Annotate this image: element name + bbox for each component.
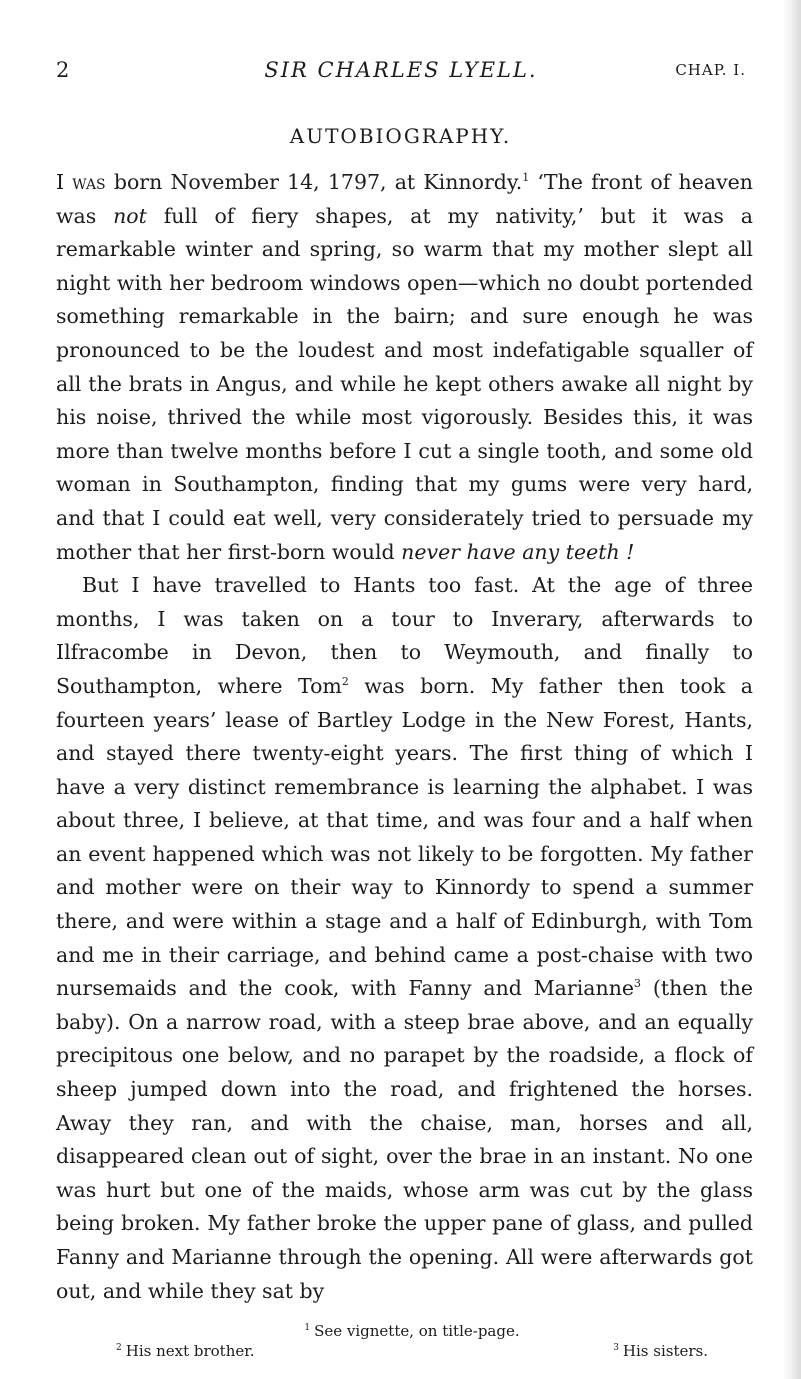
footnote-row [116,1341,708,1361]
footnote-ref-2: 2 [341,675,349,689]
paragraph-2-text-b: was born. My father then took a fourteen years’ lease of Bartley Lodge in the New Forest, Hants, and stayed there twenty-eight years. The first thing of which I have a very distinct remembrance is learning the alphabet. I was about three, I believe, at that time, and was four and a half when an event happened which was not likely to be forgotten. My father and mother were on their way to Kinnordy to spend a summer there, and were within a stage and a half of Edinburgh, with Tom and me in their carriage, and behind came a post-chaise with two nursemaids and the cook, with Fanny and Marianne [56,673,754,1001]
page-edge-shadow [783,0,801,1379]
footnote-1-text: See vignette, on title-page. [314,1322,520,1340]
running-title: SIR CHARLES LYELL. [264,58,538,82]
footnote-3-marker: 3 [613,1343,619,1353]
footnote-2 [116,1341,255,1361]
emphasis-not: not [113,203,147,228]
footnote-ref-3: 3 [634,977,642,991]
footnote-2-text: His next brother. [125,1342,255,1360]
footnote-3-text: His sisters. [622,1342,708,1360]
chapter-label: CHAP. I. [675,61,746,79]
footnote-ref-1: 1 [522,171,530,185]
body-text [56,166,753,1308]
running-header [56,58,746,84]
paragraph-2-text-a: But I have travelled to Hants too fast. At the age of three months, I was taken on a tour to Inverary, afterwards to Ilfracombe in Devon, then to Weymouth, and finally to Southampton, where Tom [56,573,753,698]
paragraph-1-text-c: full of fiery shapes, at my nativity,’ but it was a remarkable winter and spring, so warm that my mother slept all night with her bedroom windows open—which no doubt portended something remarkable in the bairn; and sure enough he was pronounced to be the loudest and most indefatigable squaller of all the brats in Angus, and while he kept others awake all night by his noise, thrived the while most vigorously. Besides this, it was more than twelve months before I cut a single tooth, and some old woman in Southampton, finding that my gums were very hard, and that I could eat well, very considerately tried to persuade my mother that her first-born would [56,203,753,564]
paragraph-1 [56,166,753,569]
footnote-2-marker: 2 [116,1343,122,1353]
footnote-1 [116,1321,708,1341]
paragraph-1-text-a: born November 14, 1797, at Kinnordy. [105,170,523,194]
opening-words: I was [56,170,106,194]
footnotes [116,1321,708,1361]
page-number: 2 [56,58,70,82]
paragraph-1-text-b: ‘The front of heaven was [56,170,753,228]
paragraph-2 [56,569,753,1308]
footnote-3 [613,1341,708,1361]
paragraph-2-text-c: (then the baby). On a narrow road, with a steep brae above, and an equally precipitous one below, and no parapet by the roadside, a flock of sheep jumped down into the road, and frightened the horses. Away they ran, and with the chaise, man, horses and all, disappeared clean out of sight, over the brae in an instant. No one was hurt but one of the maids, whose arm was cut by the glass being broken. My father broke the upper pane of glass, and pulled Fanny and Marianne through the opening. All were afterwards got out, and while they sat by [56,976,753,1303]
footnote-1-marker: 1 [304,1323,311,1333]
section-title: AUTOBIOGRAPHY. [289,124,512,148]
emphasis-never-teeth: never have any teeth ! [401,539,635,564]
